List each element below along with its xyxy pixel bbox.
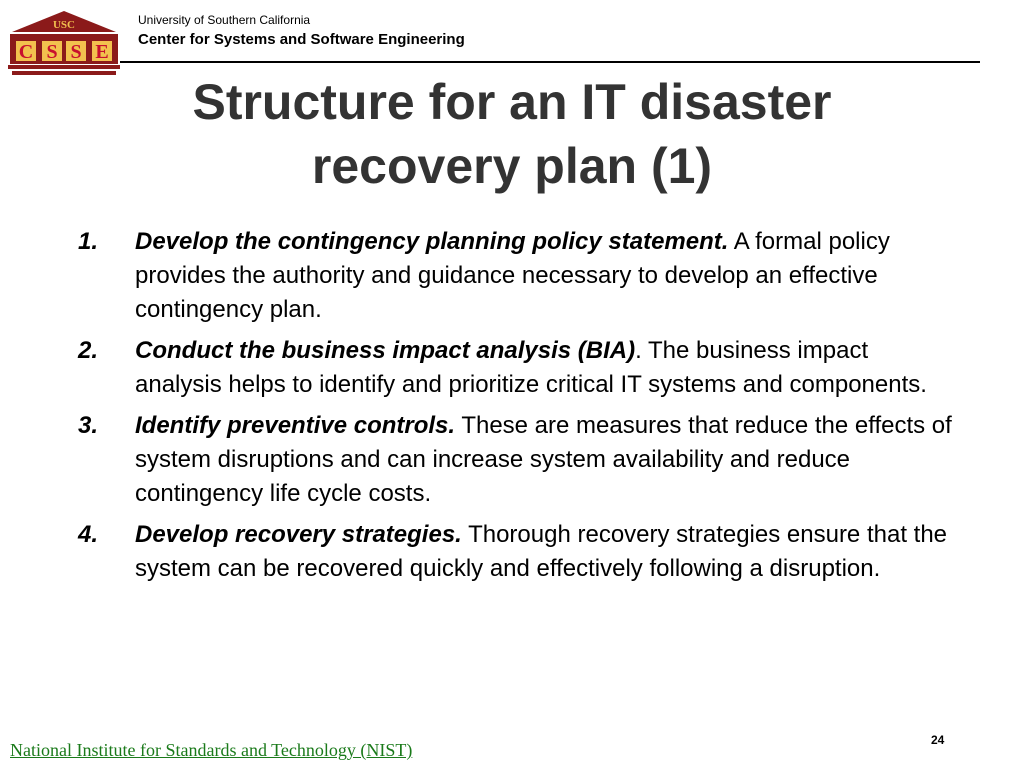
list-item-body: A formal policy provides the authority and guidance necessary to develop an effective contingency plan. bbox=[135, 228, 890, 323]
logo-letter-c: C bbox=[18, 41, 34, 63]
slide-title-line-2: recovery plan (1) bbox=[311, 138, 713, 194]
logo-top-beam bbox=[10, 34, 118, 38]
recovery-steps-list bbox=[78, 225, 958, 593]
header-divider bbox=[120, 61, 980, 63]
logo-base-step-1 bbox=[8, 65, 120, 69]
csse-logo bbox=[8, 10, 120, 76]
list-item-lead: Develop recovery strategies. bbox=[135, 521, 462, 548]
list-item bbox=[78, 518, 958, 586]
list-item-number: 3. bbox=[78, 412, 99, 439]
logo-usc-text: USC bbox=[52, 19, 76, 31]
list-item-body: These are measures that reduce the effects of system disruptions and can increase system availability and reduce contingency life cycle costs. bbox=[135, 412, 952, 507]
nist-source-link[interactable]: National Institute for Standards and Technology (NIST) bbox=[10, 740, 413, 760]
list-item-lead: Identify preventive controls. bbox=[135, 412, 456, 439]
list-item-lead: Develop the contingency planning policy statement. bbox=[135, 228, 729, 255]
list-item-lead: Conduct the business impact analysis (BIA) bbox=[135, 337, 636, 364]
logo-letter-s1: S bbox=[46, 41, 58, 63]
csse-logo-graphic bbox=[8, 10, 120, 76]
logo-letter-s2: S bbox=[70, 41, 82, 63]
logo-letter-e: E bbox=[95, 41, 109, 63]
list-item-number: 4. bbox=[78, 521, 99, 548]
center-name: Center for Systems and Software Engineering bbox=[138, 31, 465, 48]
list-item-body: . The business impact analysis helps to identify and prioritize critical IT systems and components. bbox=[135, 337, 927, 398]
page-number: 24 bbox=[931, 733, 945, 747]
organization-header bbox=[138, 14, 465, 47]
slide-title bbox=[80, 70, 944, 198]
list-item-body: Thorough recovery strategies ensure that the system can be recovered quickly and effectively following a disruption. bbox=[135, 521, 948, 582]
list-item-number: 2. bbox=[78, 337, 99, 364]
university-name: University of Southern California bbox=[138, 13, 311, 27]
list-item bbox=[78, 409, 958, 511]
slide-title-line-1: Structure for an IT disaster bbox=[192, 74, 832, 130]
list-item bbox=[78, 225, 958, 327]
list-item-number: 1. bbox=[78, 228, 99, 255]
list-item bbox=[78, 334, 958, 402]
